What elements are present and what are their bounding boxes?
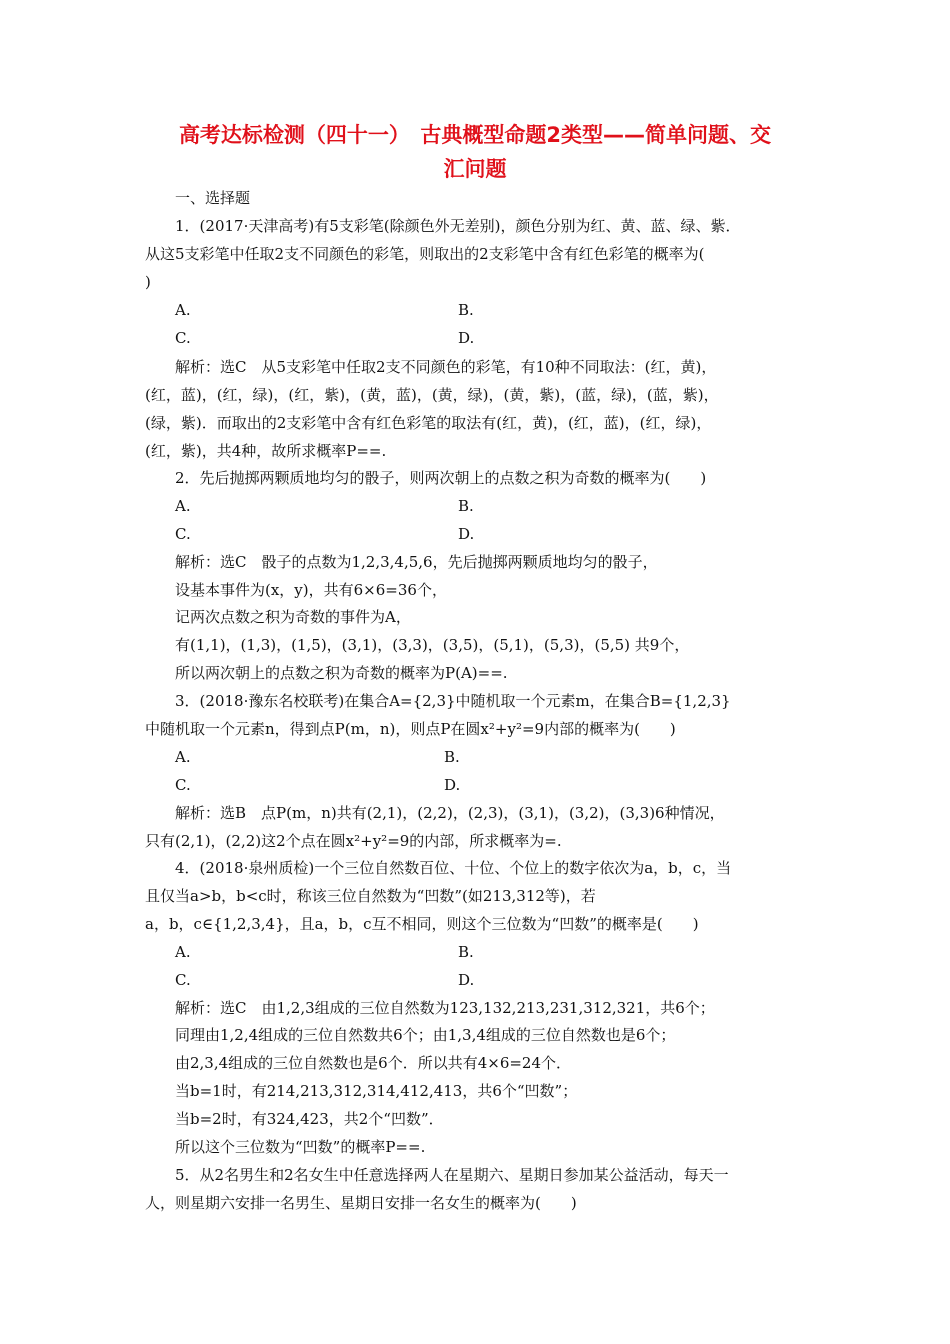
question-4-stem: 4．(2018·泉州质检)一个三位自然数百位、十位、个位上的数字依次为a，b，c，当 (175, 859, 732, 877)
q2-solution-end: 所以两次朝上的点数之积为奇数的概率为P(A)==. (175, 664, 508, 682)
q2-solution: 解析：选C 骰子的点数为1,2,3,4,5,6，先后抛掷两颗质地均匀的骰子， (175, 553, 658, 571)
q1-solution-cont: (绿，紫)．而取出的2支彩笔中含有红色彩笔的取法有(红，黄)，(红，蓝)，(红，绿)， (145, 414, 712, 432)
q4-option-d: D. (458, 971, 475, 989)
q2-solution-cont: 记两次点数之积为奇数的事件为A， (175, 608, 411, 626)
q2-solution-cont: 设基本事件为(x，y)，共有6×6=36个， (175, 581, 447, 599)
q4-option-c: C. (175, 971, 191, 989)
q4-option-a: A. (175, 943, 191, 961)
q4-solution-end: 所以这个三位数为“凹数”的概率P==. (175, 1138, 426, 1156)
q2-option-c: C. (175, 525, 191, 543)
question-3-stem-cont: 中随机取一个元素n，得到点P(m，n)，则点P在圆x²+y²=9内部的概率为( ) (145, 720, 676, 738)
question-5-stem: 5．从2名男生和2名女生中任意选择两人在星期六、星期日参加某公益活动，每天一 (175, 1166, 729, 1184)
q3-solution: 解析：选B 点P(m，n)共有(2,1)，(2,2)，(2,3)，(3,1)，(3,2)，(3,3)6种情况， (175, 804, 725, 822)
q2-solution-cont: 有(1,1)，(1,3)，(1,5)，(3,1)，(3,3)，(3,5)，(5,1)，(5,3)，(5,5) 共9个， (175, 636, 690, 654)
q4-option-b: B. (458, 943, 474, 961)
q3-option-a: A. (175, 748, 191, 766)
q1-option-a: A. (175, 301, 191, 319)
title-line-2: 汇问题 (443, 157, 507, 181)
question-4-stem-cont: 且仅当a>b，b<c时，称该三位自然数为“凹数”(如213,312等)，若 (145, 887, 596, 905)
q1-solution-cont: (红，蓝)，(红，绿)，(红，紫)，(黄，蓝)，(黄，绿)，(黄，紫)，(蓝，绿)，(蓝，紫)， (145, 386, 719, 404)
q1-option-b: B. (458, 301, 474, 319)
q3-solution-end: 只有(2,1)，(2,2)这2个点在圆x²+y²=9的内部，所求概率为=. (145, 832, 562, 850)
q3-option-b: B. (444, 748, 460, 766)
title-line-1: 高考达标检测（四十一） 古典概型命题2类型——简单问题、交 (178, 123, 772, 147)
question-1-stem: 1．(2017·天津高考)有5支彩笔(除颜色外无差别)，颜色分别为红、黄、蓝、绿、紫． (175, 217, 741, 235)
section-heading: 一、选择题 (175, 189, 251, 207)
q1-option-d: D. (458, 329, 475, 347)
q1-solution: 解析：选C 从5支彩笔中任取2支不同颜色的彩笔，有10种不同取法：(红，黄)， (175, 358, 717, 376)
question-5-stem-cont: 人，则星期六安排一名男生、星期日安排一名女生的概率为( ) (145, 1194, 577, 1212)
q2-option-a: A. (175, 497, 191, 515)
question-3-stem: 3．(2018·豫东名校联考)在集合A={2,3}中随机取一个元素m，在集合B={1,2,3} (175, 692, 731, 710)
q3-option-c: C. (175, 776, 191, 794)
question-1-stem-end: ) (145, 273, 151, 291)
q4-solution-cont: 当b=2时，有324,423，共2个“凹数”． (175, 1110, 444, 1128)
q4-solution-cont: 由2,3,4组成的三位自然数也是6个．所以共有4×6=24个． (175, 1054, 572, 1072)
q2-option-d: D. (458, 525, 475, 543)
question-2-stem: 2．先后抛掷两颗质地均匀的骰子，则两次朝上的点数之积为奇数的概率为( ) (175, 469, 707, 487)
question-4-stem-end: a，b，c∈{1,2,3,4}，且a，b，c互不相同，则这个三位数为“凹数”的概率是( ) (145, 915, 699, 933)
q3-option-d: D. (444, 776, 461, 794)
q1-solution-end: (红，紫)，共4种，故所求概率P==. (145, 442, 387, 460)
q2-option-b: B. (458, 497, 474, 515)
q4-solution-cont: 当b=1时，有214,213,312,314,412,413，共6个“凹数”； (175, 1082, 578, 1100)
q4-solution-cont: 同理由1,2,4组成的三位自然数共6个；由1,3,4组成的三位自然数也是6个； (175, 1026, 676, 1044)
q1-option-c: C. (175, 329, 191, 347)
question-1-stem-cont: 从这5支彩笔中任取2支不同颜色的彩笔，则取出的2支彩笔中含有红色彩笔的概率为( (145, 245, 705, 263)
q4-solution: 解析：选C 由1,2,3组成的三位自然数为123,132,213,231,312,321，共6个； (175, 999, 715, 1017)
